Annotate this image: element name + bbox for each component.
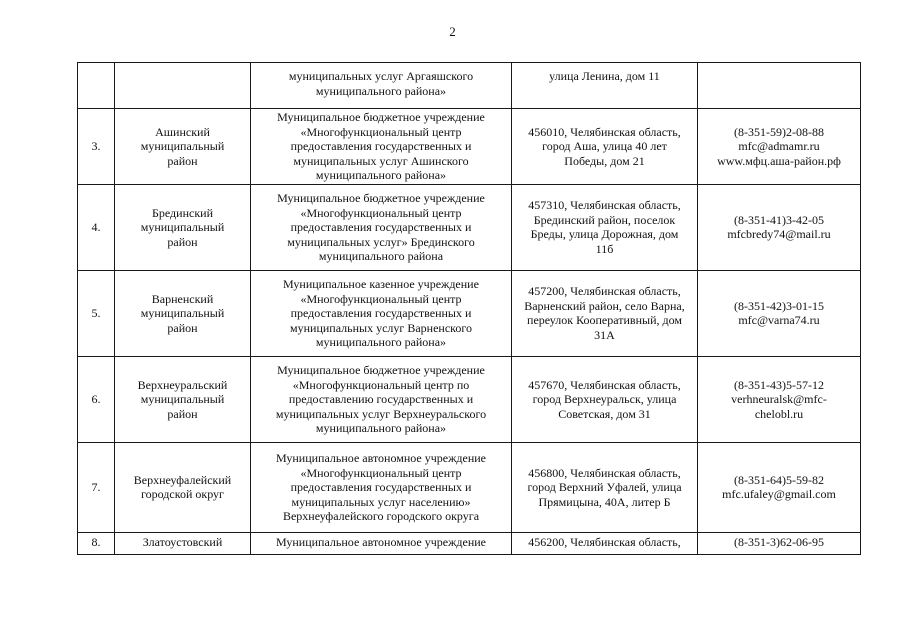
municipality-name-line: Верхнеуфалейский	[133, 472, 232, 487]
address-line: 31А	[594, 328, 615, 343]
row-number: 8.	[78, 532, 115, 554]
contacts	[698, 442, 861, 532]
institution-line: Муниципальное бюджетное учреждение	[277, 190, 485, 205]
institution-line: «Многофункциональный центр	[300, 465, 462, 480]
row-number: 7.	[78, 442, 115, 532]
institution-line: «Многофункциональный центр по	[292, 377, 470, 392]
address	[512, 356, 698, 442]
table-row	[78, 442, 861, 532]
email: verhneuralsk@mfc-	[731, 392, 827, 407]
email: mfc@varna74.ru	[738, 313, 820, 328]
institution-line: муниципального района»	[315, 421, 447, 436]
municipality-name-line: муниципальный	[140, 220, 225, 235]
municipality-name	[115, 442, 251, 532]
municipality-name-line: Ашинский	[155, 124, 210, 139]
address-line: Прямицына, 40А, литер Б	[538, 494, 671, 509]
address-line: переулок Кооперативный, дом	[527, 313, 682, 328]
municipality-name	[115, 184, 251, 270]
institution-name	[251, 63, 512, 109]
table-row	[78, 270, 861, 356]
address-line: 456800, Челябинская область,	[528, 465, 681, 480]
municipality-name	[115, 356, 251, 442]
institution-line: Муниципальное бюджетное учреждение	[277, 362, 485, 377]
institution-line: предоставления государственных и	[290, 139, 472, 154]
address-line: Советская, дом 31	[558, 406, 651, 421]
phone: (8-351-64)5-59-82	[734, 472, 824, 487]
address	[512, 63, 698, 109]
municipality-name	[115, 109, 251, 185]
table-row	[78, 109, 861, 185]
phone: (8-351-59)2-08-88	[734, 124, 824, 139]
address-line: Варненский район, село Варна,	[524, 298, 685, 313]
institution-line: муниципальных услуг Аргаяшского	[288, 69, 474, 83]
institution-line: муниципального района»	[315, 168, 447, 183]
address-line: Брединский район, поселок	[533, 212, 676, 227]
row-number: 5.	[78, 270, 115, 356]
institution-name	[251, 442, 512, 532]
institution-line: предоставления государственных и	[290, 220, 472, 235]
municipality-name-line: Варненский	[151, 291, 214, 306]
municipality-name-line: Брединский	[151, 205, 213, 220]
contacts	[698, 532, 861, 554]
address-line: 456010, Челябинская область,	[528, 124, 681, 139]
address-line: улица Ленина, дом 11	[549, 69, 660, 83]
institution-name	[251, 532, 512, 554]
contacts	[698, 63, 861, 109]
institution-line: Муниципальное бюджетное учреждение	[277, 110, 485, 124]
institution-line: Верхнеуфалейского городского округа	[282, 509, 480, 524]
municipality-name-line: городской округ	[141, 487, 224, 502]
address-line: 457670, Челябинская область,	[528, 377, 681, 392]
municipality-name-line: район	[167, 234, 198, 249]
table-row	[78, 184, 861, 270]
address-line: Бреды, улица Дорожная, дом	[530, 227, 679, 242]
phone: (8-351-41)3-42-05	[734, 212, 824, 227]
address	[512, 442, 698, 532]
email: chelobl.ru	[754, 406, 804, 421]
institution-line: муниципальных услуг Ашинского	[293, 153, 469, 168]
institution-line: «Многофункциональный центр	[300, 291, 462, 306]
institution-line: предоставлению государственных и	[288, 392, 474, 407]
institution-line: муниципального района»	[315, 335, 447, 350]
institution-line: муниципальных услуг Верхнеуральского	[275, 406, 487, 421]
address-line: город Аша, улица 40 лет	[542, 139, 667, 154]
address	[512, 532, 698, 554]
institution-line: муниципального района»	[315, 83, 447, 98]
institution-line: «Многофункциональный центр	[300, 205, 462, 220]
table-row	[78, 356, 861, 442]
contacts	[698, 270, 861, 356]
institution-line: Муниципальное автономное учреждение	[276, 450, 486, 465]
municipality-name-line: муниципальный	[140, 306, 225, 321]
institution-line: муниципальных услуг Варненского	[290, 320, 472, 335]
phone: (8-351-43)5-57-12	[734, 377, 824, 392]
email: mfc.ufaley@gmail.com	[722, 487, 836, 502]
institution-name	[251, 109, 512, 185]
municipality-name	[115, 63, 251, 109]
municipality-name-line: район	[167, 406, 198, 421]
contacts	[698, 356, 861, 442]
institution-name	[251, 356, 512, 442]
institution-line: предоставления государственных и	[290, 480, 472, 495]
institution-name	[251, 184, 512, 270]
page-number: 2	[449, 24, 456, 39]
row-number: 6.	[78, 356, 115, 442]
address-line: город Верхний Уфалей, улица	[527, 480, 682, 495]
email: mfcbredy74@mail.ru	[727, 227, 831, 242]
municipality-name	[115, 532, 251, 554]
institution-line: Муниципальное автономное учреждение	[276, 534, 486, 549]
address-line: Победы, дом 21	[564, 153, 645, 168]
address-line: 11б	[595, 242, 614, 257]
institution-line: муниципального района	[318, 249, 444, 264]
municipality-name-line: Верхнеуральский	[137, 377, 228, 392]
municipality-name-line: район	[167, 153, 198, 168]
contacts	[698, 109, 861, 185]
phone: (8-351-3)62-06-95	[734, 534, 824, 549]
municipality-name-line: муниципальный	[140, 392, 225, 407]
address-line: 456200, Челябинская область,	[528, 534, 681, 549]
table-row	[78, 532, 861, 554]
phone: (8-351-42)3-01-15	[734, 298, 824, 313]
address-line: город Верхнеуральск, улица	[532, 392, 677, 407]
institution-line: муниципальных услуг населению»	[291, 494, 471, 509]
contacts	[698, 184, 861, 270]
website: www.мфц.аша-район.рф	[717, 153, 841, 168]
address	[512, 270, 698, 356]
row-number: 3.	[78, 109, 115, 185]
municipality-name	[115, 270, 251, 356]
municipality-name-line: Златоустовский	[142, 534, 223, 549]
address-line: 457310, Челябинская область,	[528, 198, 681, 213]
address-line: 457200, Челябинская область,	[528, 284, 681, 299]
row-number	[78, 63, 115, 109]
municipality-name-line: район	[167, 320, 198, 335]
institution-name	[251, 270, 512, 356]
institution-line: предоставления государственных и	[290, 306, 472, 321]
institution-line: «Многофункциональный центр	[300, 124, 462, 139]
municipality-name-line: муниципальный	[140, 139, 225, 154]
address	[512, 184, 698, 270]
institution-line: Муниципальное казенное учреждение	[283, 276, 479, 291]
institution-line: муниципальных услуг» Брединского	[287, 234, 475, 249]
address	[512, 109, 698, 185]
table-row-continuation	[78, 63, 861, 109]
mfc-registry-table	[77, 62, 861, 555]
row-number: 4.	[78, 184, 115, 270]
email: mfc@admamr.ru	[738, 139, 820, 154]
